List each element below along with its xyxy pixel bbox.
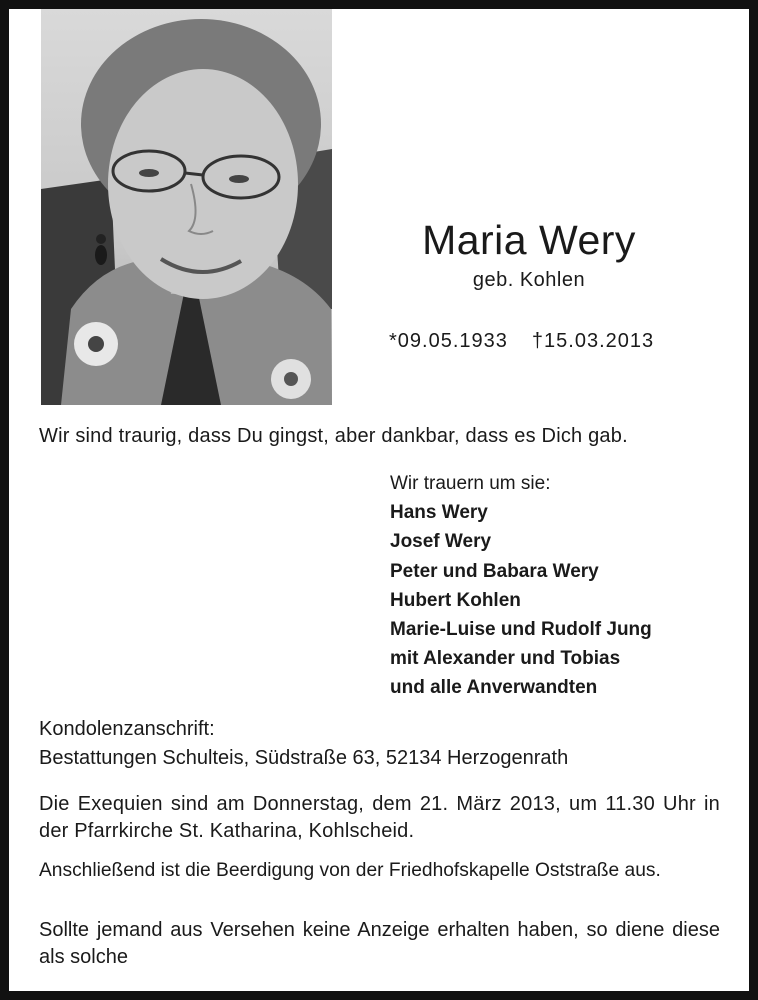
motto-line: Wir sind traurig, dass Du gingst, aber dankbar, dass es Dich gab. <box>39 425 628 447</box>
deceased-name: Maria Wery <box>422 217 636 263</box>
mourner-name: und alle Anverwandten <box>390 677 598 699</box>
mourners-intro: Wir trauern um sie: <box>390 473 551 494</box>
mourner-name: Hubert Kohlen <box>390 589 521 611</box>
life-dates <box>389 330 654 353</box>
mourners-list <box>390 469 652 703</box>
burial-paragraph: Anschließend ist die Beerdigung von der Friedhofskapelle Oststraße aus. <box>39 860 661 881</box>
portrait-photo <box>41 9 332 405</box>
condolence-address-block <box>39 715 568 773</box>
condolence-address: Bestattungen Schulteis, Südstraße 63, 52134 Herzogenrath <box>39 747 569 769</box>
condolence-label: Kondolenzanschrift: <box>39 718 215 740</box>
mourner-name: Hans Wery <box>390 502 488 524</box>
death-date: †15.03.2013 <box>531 330 655 352</box>
birth-date: *09.05.1933 <box>389 330 508 352</box>
mourner-name: Josef Wery <box>390 531 492 553</box>
mourner-name: Peter und Babara Wery <box>390 560 599 582</box>
exequies-paragraph: Die Exequien sind am Donnerstag, dem 21. März 2013, um 11.30 Uhr in der Pfarrkirche St. Katharina, Kohlscheid. <box>39 793 720 842</box>
mourner-name: mit Alexander und Tobias <box>390 648 621 670</box>
portrait-illustration <box>41 9 332 405</box>
notice-paragraph: Sollte jemand aus Versehen keine Anzeige erhalten haben, so diene diese als solche <box>39 919 720 968</box>
maiden-name: geb. Kohlen <box>472 269 586 291</box>
mourner-name: Marie-Luise und Rudolf Jung <box>390 619 652 641</box>
